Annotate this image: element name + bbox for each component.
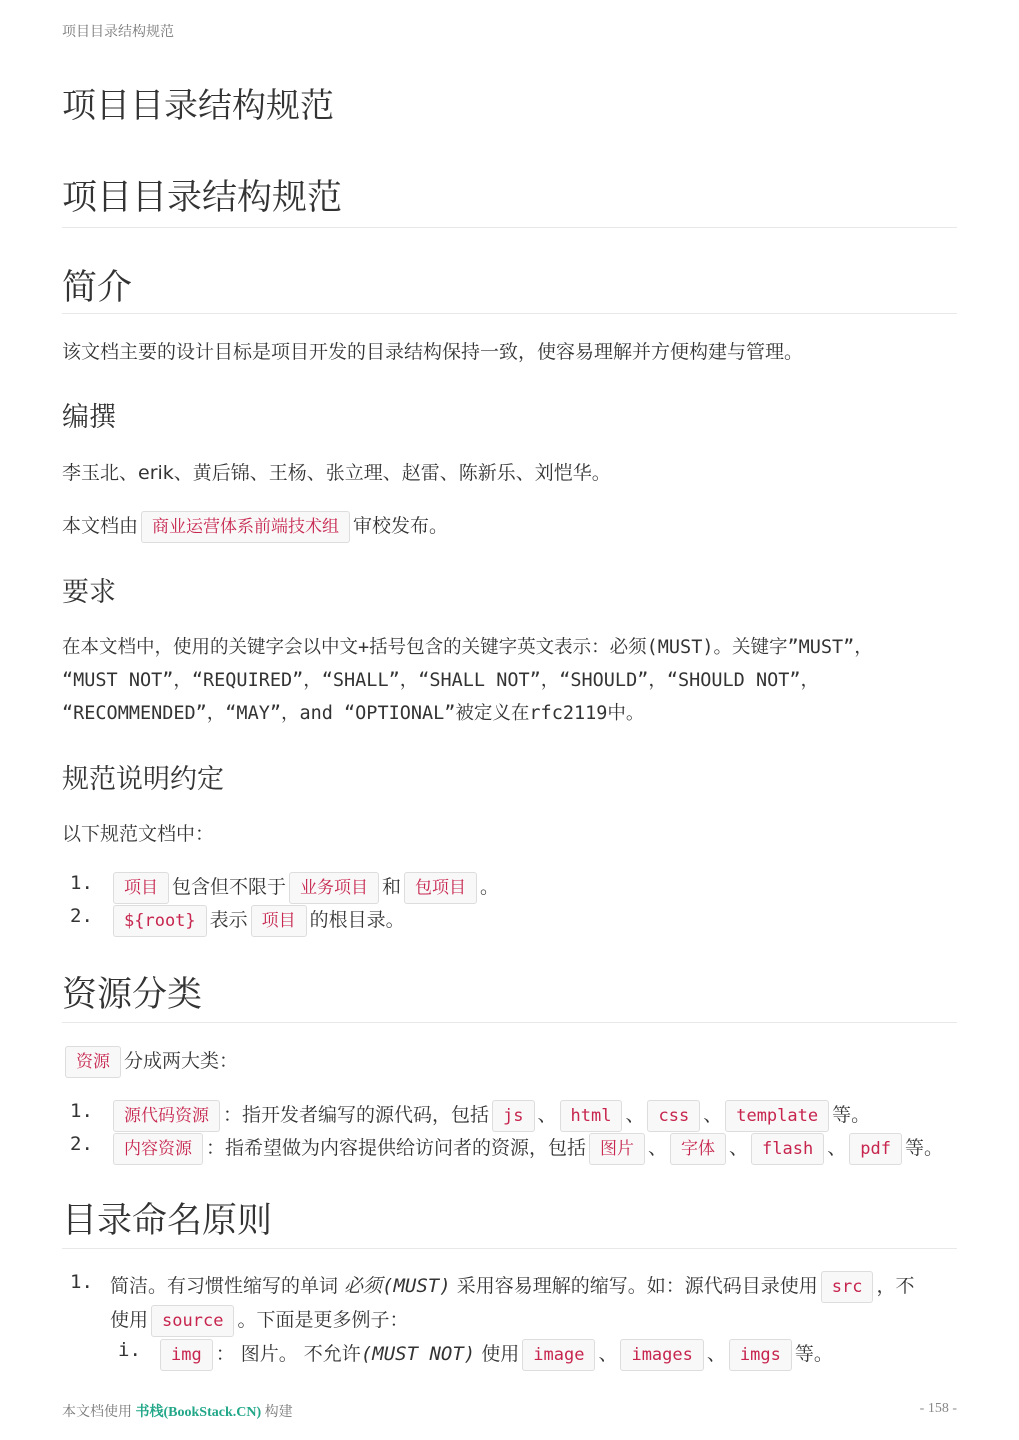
- running-header: 项目目录结构规范: [62, 24, 174, 40]
- list-number: 1.: [70, 872, 93, 894]
- term-code: ${root}: [113, 905, 207, 937]
- term-code: flash: [751, 1133, 824, 1165]
- list-text: ： 图片。 不允许: [215, 1343, 361, 1365]
- list-number: 1.: [70, 1271, 93, 1293]
- list-text: ，不: [876, 1275, 915, 1297]
- bookstack-link[interactable]: 书栈(BookStack.CN): [135, 1405, 262, 1420]
- naming-heading: 目录命名原则: [62, 1201, 273, 1241]
- term-code: pdf: [849, 1133, 902, 1165]
- page-number: - 158 -: [919, 1401, 957, 1416]
- page-heading: 项目目录结构规范: [62, 178, 343, 218]
- list-text: ：指希望做为内容提供给访问者的资源，包括: [206, 1137, 587, 1159]
- keyword-emphasis: (MUST NOT): [360, 1343, 476, 1365]
- list-text: 的根目录。: [309, 909, 405, 931]
- resources-heading: 资源分类: [62, 975, 203, 1015]
- list-text: 采用容易理解的缩写。如：源代码目录使用: [450, 1275, 818, 1297]
- list-text: 和: [382, 876, 402, 898]
- list-text: 包含但不限于: [172, 876, 287, 898]
- term-code: 源代码资源: [113, 1100, 220, 1132]
- requirements-heading: 要求: [62, 577, 116, 608]
- term-code: imgs: [729, 1339, 792, 1371]
- term-code: 图片: [589, 1133, 645, 1165]
- list-text: 使用: [475, 1343, 520, 1365]
- list-text: 表示: [209, 909, 248, 931]
- resources-intro-text: 分成两大类：: [124, 1050, 239, 1072]
- separator: 、: [827, 1137, 847, 1159]
- separator: 、: [648, 1137, 668, 1159]
- heading-divider: [62, 313, 957, 314]
- term-code: 包项目: [404, 872, 477, 904]
- authors-names: 李玉北、erik、黄后锦、王杨、张立理、赵雷、陈新乐、刘恺华。: [62, 462, 611, 484]
- term-code: img: [160, 1339, 213, 1371]
- separator: 、: [625, 1104, 645, 1126]
- resources-intro: [62, 1046, 238, 1073]
- list-number: 2.: [70, 905, 93, 927]
- conventions-heading: 规范说明约定: [62, 764, 224, 795]
- list-text: 等。: [794, 1343, 833, 1365]
- term-code: 资源: [65, 1046, 121, 1078]
- list-number: i.: [118, 1339, 141, 1361]
- term-code: css: [647, 1100, 700, 1132]
- term-code: template: [725, 1100, 829, 1132]
- conventions-intro: 以下规范文档中：: [62, 823, 215, 845]
- heading-divider: [62, 1022, 957, 1023]
- requirements-line-2: “MUST NOT”，“REQUIRED”，“SHALL”，“SHALL NOT”，“SHOULD”，“SHOULD NOT”，: [62, 670, 820, 691]
- document-title: 项目目录结构规范: [62, 86, 334, 126]
- term-code: 内容资源: [113, 1133, 203, 1165]
- term-code: 字体: [670, 1133, 726, 1165]
- term-code: 业务项目: [289, 872, 379, 904]
- term-code: 项目: [113, 872, 169, 904]
- term-code: image: [522, 1339, 595, 1371]
- list-text: 等。: [904, 1137, 943, 1159]
- separator: 、: [729, 1137, 749, 1159]
- footer-prefix: 本文档使用: [62, 1405, 132, 1420]
- requirements-line-3: “RECOMMENDED”，“MAY”，and “OPTIONAL”被定义在rfc2119中。: [62, 703, 645, 724]
- list-number: 2.: [70, 1133, 93, 1155]
- authors-heading: 编撰: [62, 402, 116, 433]
- review-line: [62, 511, 448, 538]
- review-prefix: 本文档由: [62, 515, 139, 537]
- list-text: ：指开发者编写的源代码，包括: [223, 1104, 490, 1126]
- footer-suffix: 构建: [264, 1405, 293, 1420]
- separator: 、: [706, 1343, 726, 1365]
- term-code: images: [620, 1339, 703, 1371]
- list-text: 简洁。有习惯性缩写的单词: [110, 1275, 345, 1297]
- list-text: 等。: [832, 1104, 871, 1126]
- heading-divider: [62, 227, 957, 228]
- intro-text: 该文档主要的设计目标是项目开发的目录结构保持一致，使容易理解并方便构建与管理。: [62, 341, 804, 363]
- list-text: 。下面是更多例子：: [237, 1309, 409, 1331]
- heading-divider: [62, 1248, 957, 1249]
- review-suffix: 审校发布。: [353, 515, 449, 537]
- separator: 、: [598, 1343, 618, 1365]
- list-text: 使用: [110, 1309, 149, 1331]
- keyword-emphasis: 必须(MUST): [344, 1275, 451, 1297]
- list-text: 。: [480, 876, 500, 898]
- term-code: source: [151, 1305, 234, 1337]
- requirements-line-1: 在本文档中，使用的关键字会以中文+括号包含的关键字英文表示：必须(MUST)。关键字”MUST”，: [62, 637, 873, 658]
- separator: 、: [537, 1104, 557, 1126]
- review-group-code: 商业运营体系前端技术组: [141, 511, 350, 543]
- term-code: 项目: [251, 905, 307, 937]
- page-footer: [62, 1401, 293, 1421]
- intro-heading: 简介: [62, 268, 133, 308]
- list-number: 1.: [70, 1100, 93, 1122]
- term-code: src: [821, 1271, 874, 1303]
- term-code: html: [560, 1100, 623, 1132]
- separator: 、: [703, 1104, 723, 1126]
- term-code: js: [492, 1100, 534, 1132]
